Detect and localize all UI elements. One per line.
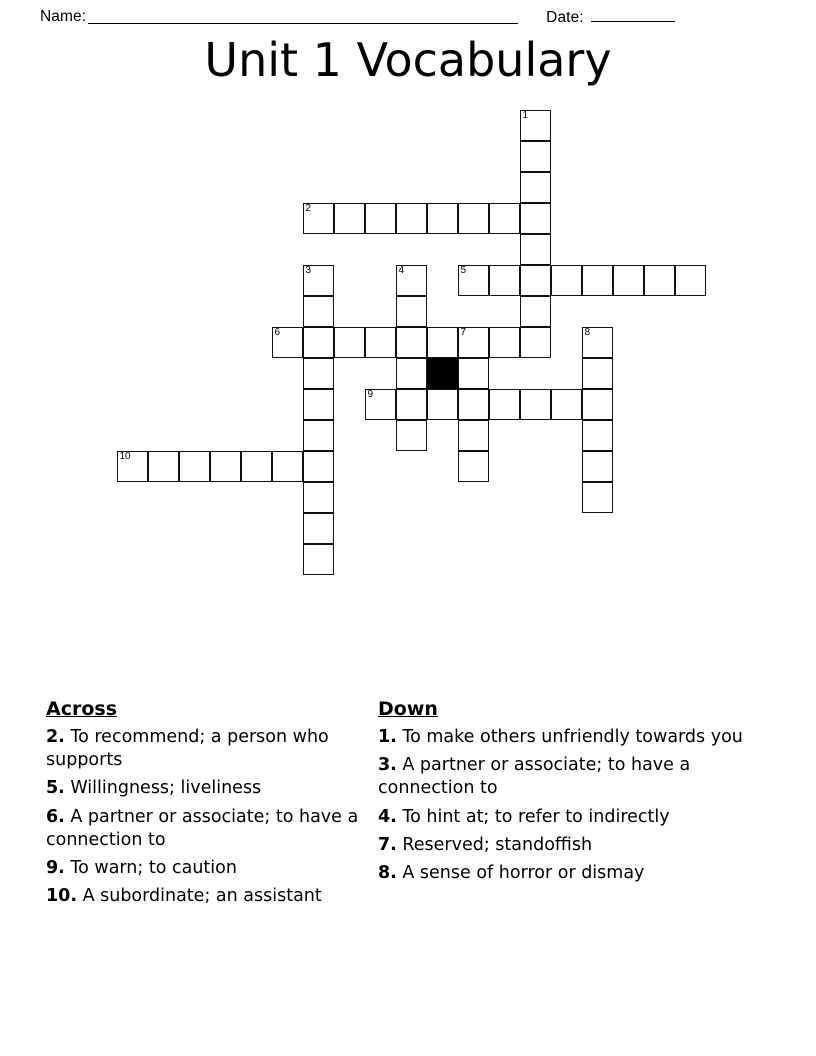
crossword-cell[interactable] [458,451,489,482]
crossword-cell[interactable] [458,265,489,296]
crossword-cell[interactable] [582,451,613,482]
clue-text: A subordinate; an assistant [77,886,322,907]
crossword-cell[interactable] [458,327,489,358]
crossword-cell[interactable] [520,141,551,172]
crossword-cell[interactable] [148,451,179,482]
clue-text: To hint at; to refer to indirectly [396,806,670,827]
crossword-cell[interactable] [396,389,427,420]
clue-item [46,857,368,880]
clue-number: 5. [46,778,65,799]
crossword-cell[interactable] [334,203,365,234]
clue-item [378,726,768,749]
crossword-cell[interactable] [489,203,520,234]
down-clues-column [368,698,768,890]
crossword-cell[interactable] [582,265,613,296]
crossword-cell-number: 1 [522,110,529,121]
clue-number: 8. [378,863,397,884]
down-clue-list [378,726,768,886]
crossword-cell[interactable] [458,358,489,389]
crossword-cell[interactable] [520,389,551,420]
crossword-cell[interactable] [489,327,520,358]
crossword-cell-number: 5 [460,265,467,276]
crossword-cell[interactable] [458,203,489,234]
clue-text: A sense of horror or dismay [396,863,645,884]
crossword-cell[interactable] [520,234,551,265]
clue-number: 2. [46,726,65,747]
crossword-cell[interactable] [365,203,396,234]
clue-item [378,834,768,857]
crossword-cell[interactable] [303,389,334,420]
crossword-cell[interactable] [582,389,613,420]
crossword-cell[interactable] [303,420,334,451]
crossword-cell[interactable] [303,358,334,389]
crossword-cell[interactable] [396,420,427,451]
crossword-cell[interactable] [396,358,427,389]
clue-item [378,754,768,801]
clue-item [378,862,768,885]
crossword-cell[interactable] [582,358,613,389]
crossword-cell[interactable] [582,327,613,358]
crossword-cell-number: 4 [398,265,405,276]
crossword-cell[interactable] [117,451,148,482]
clue-number: 6. [46,806,65,827]
crossword-cell[interactable] [551,265,582,296]
crossword-cell-number: 2 [305,203,312,214]
clue-number: 10. [46,886,78,907]
crossword-cell[interactable] [396,203,427,234]
clue-item [46,885,368,908]
clue-item [46,806,368,853]
crossword-cell[interactable] [520,110,551,141]
crossword-cell[interactable] [489,389,520,420]
clue-number: 1. [378,726,397,747]
crossword-cell[interactable] [458,389,489,420]
crossword-cell-number: 9 [367,389,374,400]
clue-text: To recommend; a person who supports [46,726,329,771]
crossword-cell[interactable] [303,296,334,327]
crossword-cell[interactable] [644,265,675,296]
crossword-cell[interactable] [489,265,520,296]
crossword-cell[interactable] [396,327,427,358]
crossword-cell-number: 3 [305,265,312,276]
crossword-cell[interactable] [520,265,551,296]
clues-section [0,698,816,914]
clue-number: 4. [378,806,397,827]
crossword-cell[interactable] [396,265,427,296]
crossword-cell[interactable] [427,327,458,358]
crossword-cell[interactable] [334,327,365,358]
crossword-cell-number: 10 [119,451,131,462]
crossword-cell[interactable] [303,327,334,358]
across-clue-list [46,726,368,909]
crossword-cell[interactable] [520,327,551,358]
crossword-cell[interactable] [582,420,613,451]
crossword-cell[interactable] [210,451,241,482]
crossword-cell[interactable] [520,296,551,327]
page-title: Unit 1 Vocabulary [204,33,612,87]
crossword-cell[interactable] [396,296,427,327]
crossword-cell[interactable] [303,482,334,513]
clue-text: Reserved; standoffish [396,834,593,855]
crossword-cell[interactable] [582,482,613,513]
name-label: Name: [40,8,87,25]
clue-text: Willingness; liveliness [64,778,262,799]
date-label: Date: [546,8,584,26]
crossword-cell-number: 8 [584,327,591,338]
crossword-cell[interactable] [458,420,489,451]
clue-number: 3. [378,755,397,776]
crossword-cell[interactable] [520,172,551,203]
crossword-cell[interactable] [303,544,334,575]
crossword-cell[interactable] [179,451,210,482]
crossword-cell-number: 7 [460,327,467,338]
crossword-cell[interactable] [675,265,706,296]
crossword-cell[interactable] [303,203,334,234]
crossword-cell[interactable] [365,327,396,358]
clue-item [46,777,368,800]
clue-text: A partner or associate; to have a connection to [378,755,691,799]
across-clues-column [0,698,368,914]
across-heading: Across [46,698,118,720]
clue-text: A partner or associate; to have a connection to [46,806,359,850]
crossword-cell[interactable] [427,203,458,234]
clue-text: To make others unfriendly towards you [396,726,743,747]
clue-number: 7. [378,834,397,855]
crossword-cell-number: 6 [274,327,281,338]
crossword-cell[interactable] [551,389,582,420]
crossword-cell[interactable] [613,265,644,296]
crossword-cell[interactable] [272,327,303,358]
crossword-cell[interactable] [303,265,334,296]
clue-item [46,726,368,773]
crossword-cell[interactable] [427,389,458,420]
crossword-cell[interactable] [241,451,272,482]
clue-item [378,806,768,829]
crossword-blocked-cell [427,358,458,389]
down-heading: Down [378,698,438,720]
crossword-cell[interactable] [272,451,303,482]
crossword-cell[interactable] [303,513,334,544]
clue-number: 9. [46,858,65,879]
crossword-cell[interactable] [520,203,551,234]
crossword-cell[interactable] [365,389,396,420]
crossword-cell[interactable] [303,451,334,482]
clue-text: To warn; to caution [64,858,237,879]
